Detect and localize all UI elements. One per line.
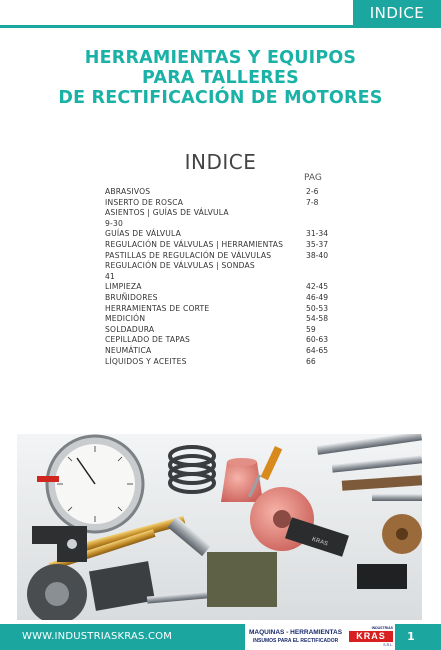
- toc-row[interactable]: [105, 198, 345, 209]
- page-column-header: PAG: [304, 173, 322, 183]
- toc-label: INSERTO DE ROSCA: [105, 197, 184, 207]
- toc-label: LIMPIEZA: [105, 282, 142, 292]
- headline-line-2: PARA TALLERES: [142, 68, 299, 88]
- section-tab: [353, 0, 441, 25]
- kras-logo: [349, 626, 393, 648]
- toc-pages: 42-45: [306, 282, 329, 292]
- toc-label: SOLDADURA: [105, 324, 155, 334]
- index-title: INDICE: [184, 150, 257, 174]
- toc-row[interactable]: [105, 346, 345, 357]
- toc-pages: 35-37: [306, 239, 329, 249]
- toc-label: BRUÑIDORES: [105, 292, 158, 302]
- tagline-machines: MAQUINAS - HERRAMIENTAS: [249, 629, 343, 636]
- footer: [0, 620, 441, 650]
- toc-row[interactable]: [105, 240, 345, 251]
- toc-label: REGULACIÓN DE VÁLVULAS | HERRAMIENTAS: [105, 239, 284, 249]
- catalog-headline: [0, 48, 441, 108]
- toc-row[interactable]: [105, 261, 345, 272]
- toc-row[interactable]: [105, 293, 345, 304]
- toc-pages: 31-34: [306, 229, 329, 239]
- toc-row[interactable]: [105, 272, 345, 283]
- toc-row[interactable]: [105, 229, 345, 240]
- toc-row[interactable]: [105, 219, 345, 230]
- toc-label: ASIENTOS | GUÍAS DE VÁLVULA: [105, 208, 229, 218]
- toc-pages: 59: [306, 324, 316, 334]
- toc-pages: 66: [306, 356, 316, 366]
- toc-row[interactable]: [105, 251, 345, 262]
- toc-pages: 50-53: [306, 303, 329, 313]
- toc-label: MEDICIÓN: [105, 314, 146, 324]
- toc-row[interactable]: [105, 335, 345, 346]
- tagline-supplies: INSUMOS PARA EL RECTIFICADOR: [253, 638, 339, 644]
- toc-label: NEUMÁTICA: [105, 345, 152, 355]
- toc-row[interactable]: [105, 304, 345, 315]
- table-of-contents: [105, 187, 345, 367]
- toc-pages: 2-6: [306, 187, 319, 196]
- toc-row[interactable]: [105, 357, 345, 368]
- toc-row[interactable]: [105, 208, 345, 219]
- toc-label: CEPILLADO DE TAPAS: [105, 335, 190, 345]
- toc-label: REGULACIÓN DE VÁLVULAS | SONDAS: [105, 261, 255, 271]
- brand-logo-box: [245, 624, 395, 650]
- header-rule: [0, 25, 441, 28]
- toc-label: ABRASIVOS: [105, 187, 151, 196]
- toc-pages: 54-58: [306, 314, 329, 324]
- toc-label: HERRAMIENTAS DE CORTE: [105, 303, 210, 313]
- page-number: 1: [407, 630, 415, 643]
- toc-pages: 46-49: [306, 292, 329, 302]
- tool-label-kras: KRAS: [311, 536, 329, 548]
- toc-label: LÍQUIDOS Y ACEITES: [105, 356, 187, 366]
- toc-label: 41: [105, 271, 116, 281]
- headline-line-1: HERRAMIENTAS Y EQUIPOS: [84, 48, 357, 68]
- toc-pages: 7-8: [306, 197, 319, 207]
- toc-pages: 64-65: [306, 345, 329, 355]
- toc-label: GUÍAS DE VÁLVULA: [105, 229, 182, 239]
- headline-line-3: DE RECTIFICACIÓN DE MOTORES: [58, 88, 383, 108]
- toc-label: PASTILLAS DE REGULACIÓN DE VÁLVULAS: [105, 250, 272, 260]
- toc-label: 9-30: [105, 218, 124, 228]
- top-bar: [0, 0, 441, 28]
- toc-row[interactable]: [105, 282, 345, 293]
- logo-kras: KRAS: [349, 631, 393, 642]
- toc-row[interactable]: [105, 187, 345, 198]
- website-link[interactable]: WWW.INDUSTRIASKRAS.COM: [22, 631, 173, 642]
- section-tab-label: INDICE: [369, 4, 425, 22]
- tools-illustration: [17, 434, 422, 620]
- toc-pages: 38-40: [306, 250, 329, 260]
- toc-row[interactable]: [105, 314, 345, 325]
- toc-row[interactable]: [105, 325, 345, 336]
- logo-industrias: INDUSTRIAS: [371, 626, 393, 630]
- product-collage-image: [17, 434, 422, 620]
- toc-pages: 60-63: [306, 335, 329, 345]
- logo-srl: S.R.L.: [383, 643, 393, 647]
